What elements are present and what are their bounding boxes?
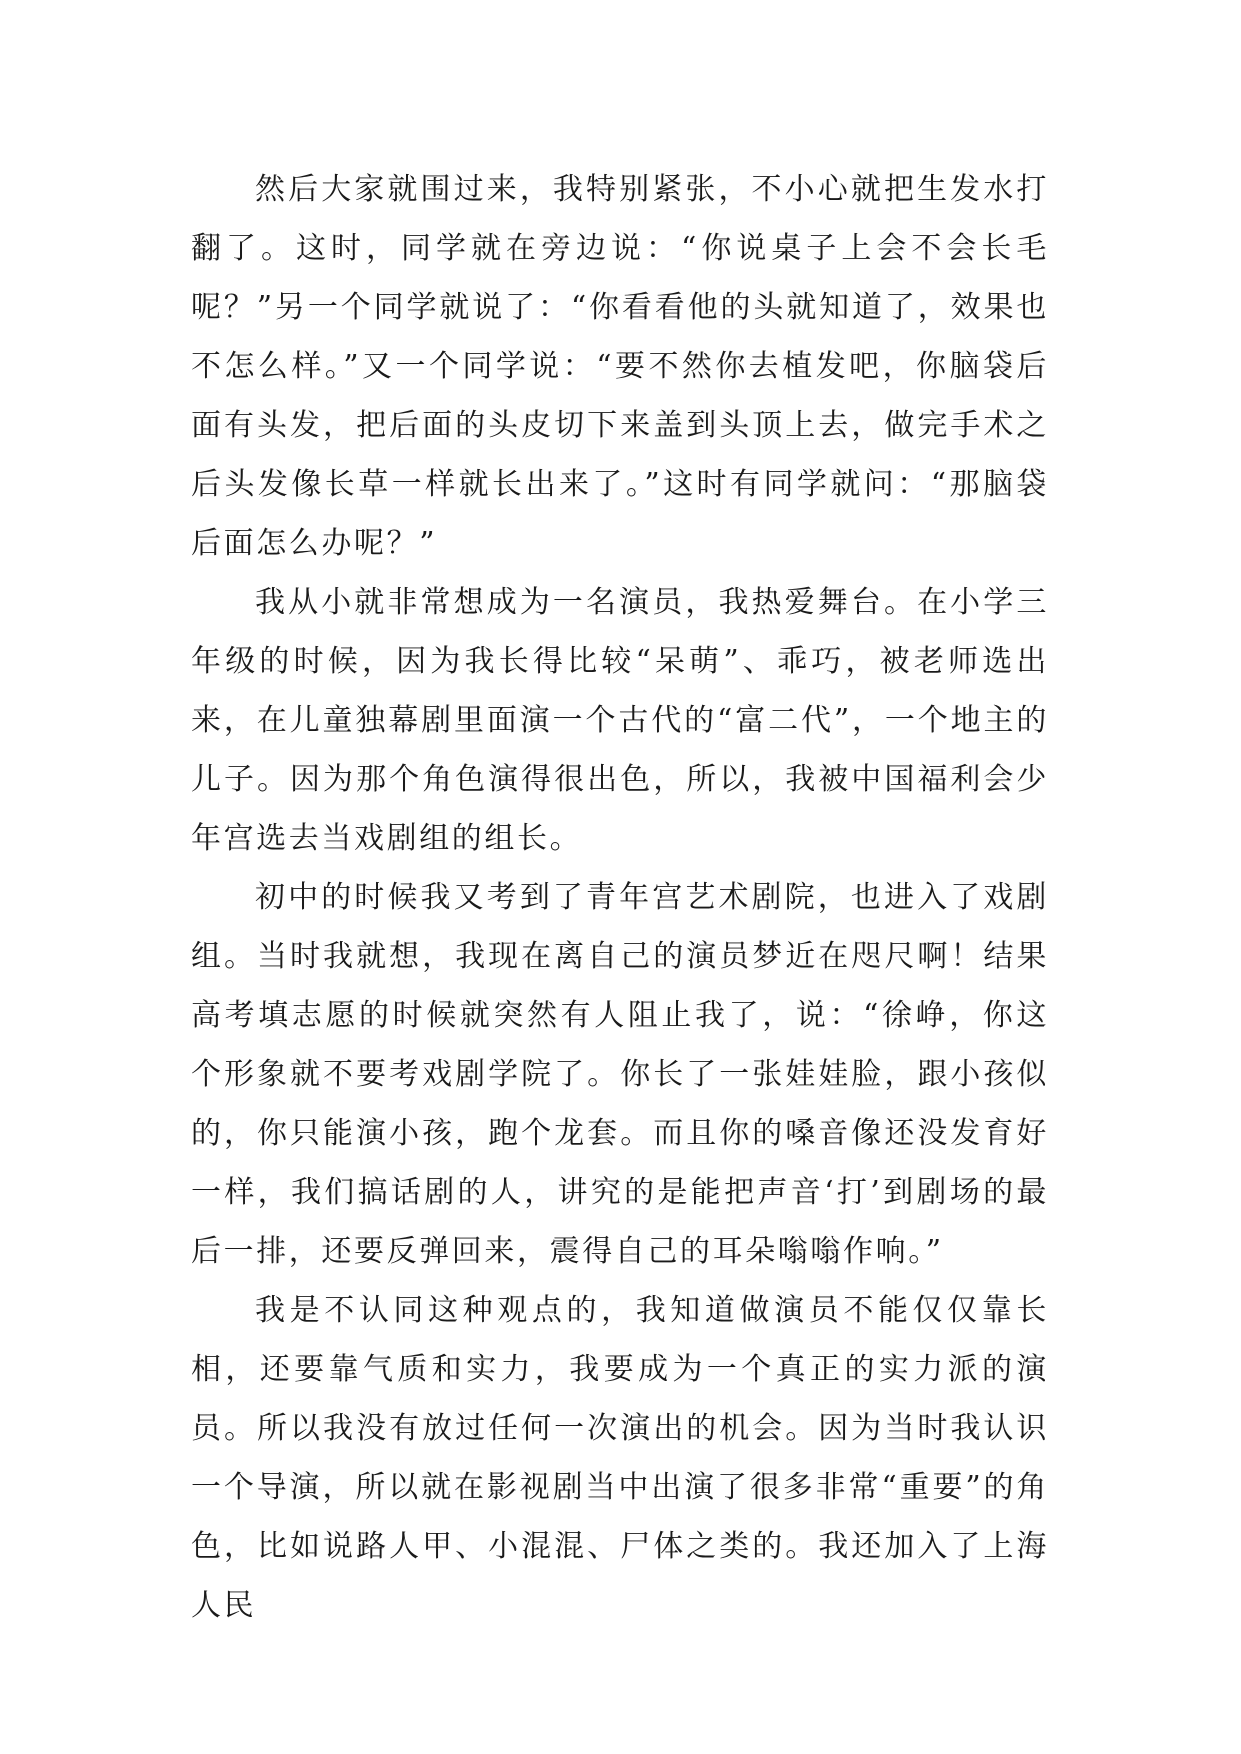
paragraph-4: 我是不认同这种观点的，我知道做演员不能仅仅靠长相，还要靠气质和实力，我要成为一个真正的实力派的演员。所以我没有放过任何一次演出的机会。因为当时我认识一个导演，所以就在影视剧当中出演了很多非常“重要”的角色，比如说路人甲、小混混、尸体之类的。我还加入了上海人民 — [191, 1293, 1049, 1623]
document-body — [191, 160, 1049, 1635]
paragraph-2: 我从小就非常想成为一名演员，我热爱舞台。在小学三年级的时候，因为我长得比较“呆萌”、乖巧，被老师选出来，在儿童独幕剧里面演一个古代的“富二代”，一个地主的儿子。因为那个角色演得很出色，所以，我被中国福利会少年宫选去当戏剧组的组长。 — [191, 585, 1049, 856]
paragraph-1: 然后大家就围过来，我特别紧张，不小心就把生发水打翻了。这时，同学就在旁边说：“你说桌子上会不会长毛呢？”另一个同学就说了：“你看看他的头就知道了，效果也不怎么样。”又一个同学说：“要不然你去植发吧，你脑袋后面有头发，把后面的头皮切下来盖到头顶上去，做完手术之后头发像长草一样就长出来了。”这时有同学就问：“那脑袋后面怎么办呢？” — [191, 172, 1049, 561]
paragraph-3: 初中的时候我又考到了青年宫艺术剧院，也进入了戏剧组。当时我就想，我现在离自己的演员梦近在咫尺啊！结果高考填志愿的时候就突然有人阻止我了，说：“徐峥，你这个形象就不要考戏剧学院了。你长了一张娃娃脸，跟小孩似的，你只能演小孩，跑个龙套。而且你的嗓音像还没发育好一样，我们搞话剧的人，讲究的是能把声音‘打’到剧场的最后一排，还要反弹回来，震得自己的耳朵嗡嗡作响。” — [191, 880, 1049, 1269]
